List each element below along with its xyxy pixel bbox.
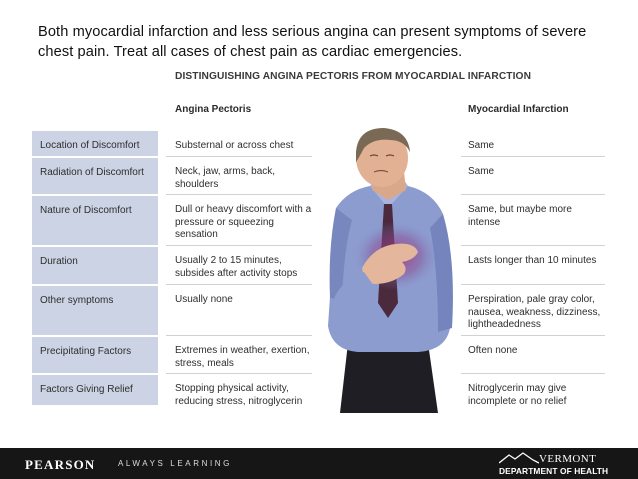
row-label-radiation: Radiation of Discomfort	[32, 158, 158, 194]
angina-cell-duration: Usually 2 to 15 minutes, subsides after activity stops	[166, 246, 312, 285]
angina-cell-nature: Dull or heavy discomfort with a pressure or squeezing sensation	[166, 195, 312, 246]
column-header-mi: Myocardial Infarction	[468, 104, 569, 115]
department-of-health-label: DEPARTMENT OF HEALTH	[499, 466, 609, 476]
row-label-other-symptoms: Other symptoms	[32, 286, 158, 335]
vermont-logo: VERMONT	[539, 453, 597, 465]
mi-cell-duration: Lasts longer than 10 minutes	[461, 246, 605, 285]
intro-text: Both myocardial infarction and less serious angina can present symptoms of severe chest pain. Treat all cases of chest pain as cardiac emergencies.	[38, 24, 587, 60]
mi-cell-relief: Nitroglycerin may give incomplete or no relief	[468, 383, 567, 407]
vermont-mountain-icon	[499, 452, 539, 464]
row-label-location: Location of Discomfort	[32, 131, 158, 156]
angina-cell-other-symptoms: Usually none	[166, 285, 312, 336]
mi-cell-radiation: Same	[461, 157, 605, 195]
row-label-precipitating: Precipitating Factors	[32, 337, 158, 373]
mi-cell-other-symptoms: Perspiration, pale gray color, nausea, weakness, dizziness, lightheadedness	[461, 285, 605, 336]
chest-pain-illustration	[318, 128, 458, 413]
mi-cell-nature: Same, but maybe more intense	[461, 195, 605, 246]
row-label-duration: Duration	[32, 247, 158, 284]
always-learning-tagline: ALWAYS LEARNING	[118, 459, 232, 468]
mi-cell-location: Same	[461, 131, 605, 157]
angina-cell-radiation: Neck, jaw, arms, back, shoulders	[166, 157, 312, 195]
row-label-nature: Nature of Discomfort	[32, 196, 158, 245]
row-label-relief: Factors Giving Relief	[32, 375, 158, 405]
angina-cell-precipitating: Extremes in weather, exertion, stress, meals	[166, 336, 312, 374]
table-title: DISTINGUISHING ANGINA PECTORIS FROM MYOCARDIAL INFARCTION	[175, 71, 532, 82]
footer-bar	[0, 448, 638, 479]
pearson-logo: PEARSON	[25, 457, 96, 472]
angina-cell-location: Substernal or across chest	[166, 131, 312, 157]
column-header-angina: Angina Pectoris	[175, 104, 252, 115]
angina-cell-relief: Stopping physical activity, reducing stress, nitroglycerin	[175, 383, 303, 407]
mi-cell-precipitating: Often none	[461, 336, 605, 374]
